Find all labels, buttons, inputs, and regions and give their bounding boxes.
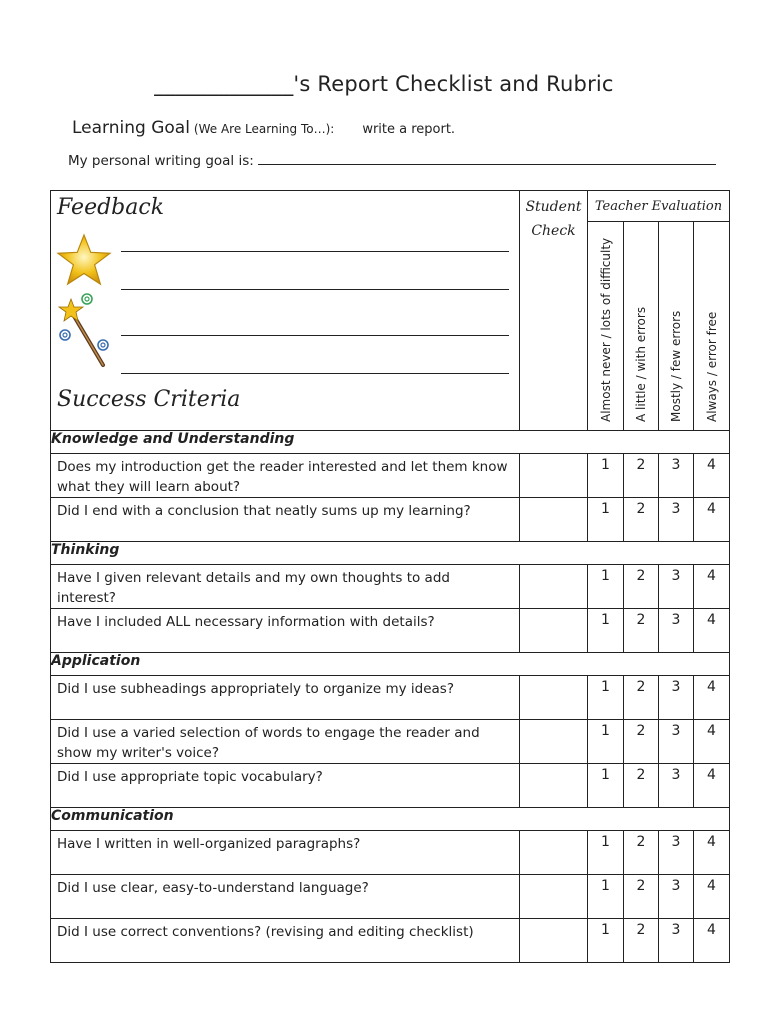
- score-option[interactable]: 4: [694, 764, 730, 808]
- criteria-row: [51, 565, 730, 609]
- score-option[interactable]: 2: [624, 454, 659, 498]
- score-option[interactable]: 3: [659, 454, 694, 498]
- score-option[interactable]: 2: [624, 831, 659, 875]
- rubric-table: [50, 190, 730, 963]
- score-option[interactable]: 4: [694, 720, 730, 764]
- teacher-evaluation-header: Teacher Evaluation: [588, 191, 730, 222]
- score-option[interactable]: 2: [624, 919, 659, 963]
- star-icon: [55, 233, 113, 287]
- score-option[interactable]: 2: [624, 764, 659, 808]
- level-label: Always / error free: [704, 311, 719, 422]
- criteria-text: Did I use appropriate topic vocabulary?: [51, 764, 520, 808]
- criteria-text: Did I end with a conclusion that neatly sums up my learning?: [51, 498, 520, 542]
- student-check-cell[interactable]: [520, 676, 588, 720]
- section-heading: Communication: [51, 808, 730, 831]
- student-check-header: [520, 191, 588, 431]
- score-option[interactable]: 2: [624, 609, 659, 653]
- score-option[interactable]: 3: [659, 831, 694, 875]
- criteria-text: Have I written in well-organized paragraphs?: [51, 831, 520, 875]
- score-option[interactable]: 3: [659, 720, 694, 764]
- criteria-row: [51, 498, 730, 542]
- criteria-row: [51, 720, 730, 764]
- success-criteria-title: Success Criteria: [57, 387, 241, 412]
- learning-goal-paren: (We Are Learning To…):: [193, 122, 335, 136]
- student-check-cell[interactable]: [520, 919, 588, 963]
- score-option[interactable]: 4: [694, 831, 730, 875]
- score-option[interactable]: 3: [659, 498, 694, 542]
- score-option[interactable]: 1: [588, 919, 624, 963]
- criteria-row: [51, 609, 730, 653]
- learning-goal-label: Learning Goal: [72, 118, 190, 138]
- score-option[interactable]: 4: [694, 498, 730, 542]
- score-option[interactable]: 4: [694, 875, 730, 919]
- score-option[interactable]: 2: [624, 720, 659, 764]
- feedback-line[interactable]: [121, 289, 509, 290]
- criteria-row: [51, 764, 730, 808]
- score-option[interactable]: 1: [588, 764, 624, 808]
- score-option[interactable]: 1: [588, 565, 624, 609]
- score-option[interactable]: 3: [659, 609, 694, 653]
- criteria-text: Did I use a varied selection of words to engage the reader and show my writer's voice?: [51, 720, 520, 764]
- level-header-3: [659, 222, 694, 431]
- criteria-text: Did I use correct conventions? (revising and editing checklist): [51, 919, 520, 963]
- student-check-label-2: Check: [531, 223, 576, 239]
- personal-goal-label: My personal writing goal is:: [68, 153, 254, 169]
- score-option[interactable]: 2: [624, 875, 659, 919]
- score-option[interactable]: 2: [624, 676, 659, 720]
- page-title: _____________'s Report Checklist and Rubric: [154, 72, 614, 96]
- criteria-row: [51, 831, 730, 875]
- section-row: [51, 808, 730, 831]
- score-option[interactable]: 3: [659, 875, 694, 919]
- score-option[interactable]: 3: [659, 565, 694, 609]
- student-check-cell[interactable]: [520, 831, 588, 875]
- level-header-4: [694, 222, 730, 431]
- criteria-text: Did I use clear, easy-to-understand language?: [51, 875, 520, 919]
- criteria-text: Does my introduction get the reader interested and let them know what they will learn about?: [51, 454, 520, 498]
- student-check-cell[interactable]: [520, 609, 588, 653]
- feedback-title: Feedback: [57, 195, 165, 220]
- section-heading: Application: [51, 653, 730, 676]
- score-option[interactable]: 3: [659, 676, 694, 720]
- feedback-line[interactable]: [121, 251, 509, 252]
- level-label: Mostly / few errors: [669, 310, 683, 422]
- criteria-row: [51, 919, 730, 963]
- student-check-label: Student: [525, 199, 582, 215]
- criteria-row: [51, 454, 730, 498]
- learning-goal-value: write a report.: [362, 122, 456, 137]
- score-option[interactable]: 1: [588, 454, 624, 498]
- criteria-row: [51, 676, 730, 720]
- criteria-text: Have I given relevant details and my own thoughts to add interest?: [51, 565, 520, 609]
- magic-wand-icon: [57, 291, 113, 375]
- score-option[interactable]: 4: [694, 454, 730, 498]
- score-option[interactable]: 4: [694, 919, 730, 963]
- student-check-cell[interactable]: [520, 875, 588, 919]
- section-heading: Thinking: [51, 542, 730, 565]
- student-check-cell[interactable]: [520, 565, 588, 609]
- student-check-cell[interactable]: [520, 720, 588, 764]
- score-option[interactable]: 1: [588, 831, 624, 875]
- score-option[interactable]: 4: [694, 565, 730, 609]
- section-row: [51, 431, 730, 454]
- score-option[interactable]: 3: [659, 919, 694, 963]
- level-label: Almost never / lots of difficulty: [598, 237, 613, 422]
- score-option[interactable]: 1: [588, 720, 624, 764]
- score-option[interactable]: 2: [624, 565, 659, 609]
- rubric-body: [51, 431, 730, 963]
- score-option[interactable]: 1: [588, 676, 624, 720]
- student-check-cell[interactable]: [520, 498, 588, 542]
- score-option[interactable]: 1: [588, 609, 624, 653]
- score-option[interactable]: 1: [588, 498, 624, 542]
- section-heading: Knowledge and Understanding: [51, 431, 730, 454]
- level-header-1: [588, 222, 624, 431]
- criteria-text: Did I use subheadings appropriately to organize my ideas?: [51, 676, 520, 720]
- section-row: [51, 653, 730, 676]
- score-option[interactable]: 3: [659, 764, 694, 808]
- score-option[interactable]: 4: [694, 676, 730, 720]
- level-header-2: [624, 222, 659, 431]
- level-label: A little / with errors: [634, 306, 648, 422]
- feedback-line[interactable]: [121, 373, 509, 374]
- personal-goal: [68, 150, 716, 169]
- feedback-panel: [51, 191, 520, 431]
- student-check-cell[interactable]: [520, 454, 588, 498]
- learning-goal: [72, 118, 455, 138]
- score-option[interactable]: 4: [694, 609, 730, 653]
- score-option[interactable]: 2: [624, 498, 659, 542]
- student-check-cell[interactable]: [520, 764, 588, 808]
- section-row: [51, 542, 730, 565]
- criteria-row: [51, 875, 730, 919]
- criteria-text: Have I included ALL necessary information with details?: [51, 609, 520, 653]
- feedback-line[interactable]: [121, 335, 509, 336]
- score-option[interactable]: 1: [588, 875, 624, 919]
- personal-goal-blank[interactable]: [258, 150, 716, 165]
